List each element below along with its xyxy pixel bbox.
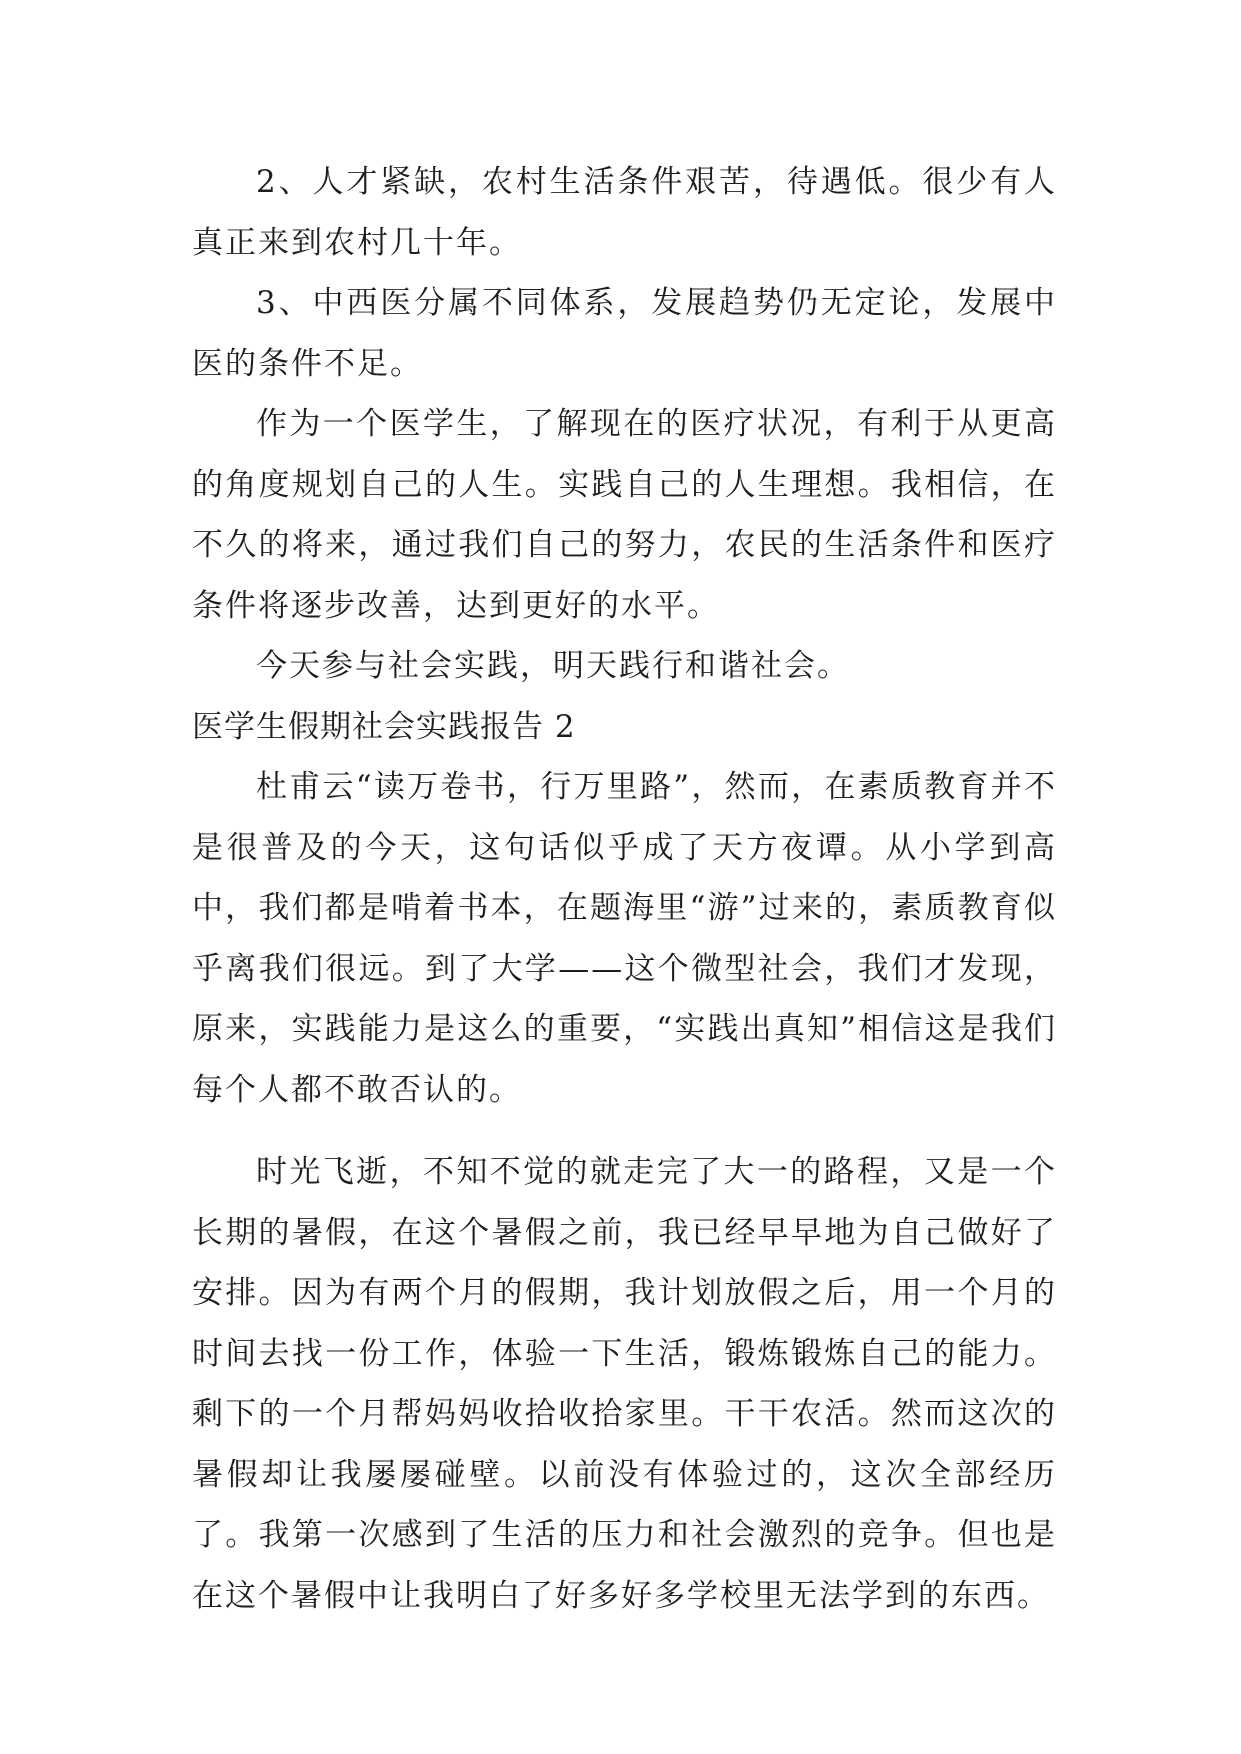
paragraph-du-fu: 杜甫云“读万卷书，行万里路”，然而，在素质教育并不是很普及的今天，这句话似乎成了天方夜谭。从小学到高中，我们都是啃着书本，在题海里“游”过来的，素质教育似乎离我们很远。到了大学——这个微型社会，我们才发现，原来，实践能力是这么的重要，“实践出真知”相信这是我们每个人都不敢否认的。 xyxy=(192,769,1057,1108)
paragraph-item-3: 3、中西医分属不同体系，发展趋势仍无定论，发展中医的条件不足。 xyxy=(192,285,1057,382)
document-body xyxy=(192,152,1057,1626)
paragraph-medical-student: 作为一个医学生，了解现在的医疗状况，有利于从更高的角度规划自己的人生。实践自己的人生理想。我相信，在不久的将来，通过我们自己的努力，农民的生活条件和医疗条件将逐步改善，达到更好的水平。 xyxy=(192,406,1057,624)
paragraph-summer-vacation: 时光飞逝，不知不觉的就走完了大一的路程，又是一个长期的暑假，在这个暑假之前，我已经早早地为自己做好了安排。因为有两个月的假期，我计划放假之后，用一个月的时间去找一份工作，体验一下生活，锻炼锻炼自己的能力。剩下的一个月帮妈妈收拾收拾家里。干干农活。然而这次的暑假却让我屡屡碰壁。以前没有体验过的，这次全部经历了。我第一次感到了生活的压力和社会激烈的竞争。但也是在这个暑假中让我明白了好多好多学校里无法学到的东西。 xyxy=(192,1154,1057,1614)
paragraph-spacer xyxy=(192,1120,1057,1142)
section-title: 医学生假期社会实践报告 2 xyxy=(192,708,576,745)
paragraph-item-2: 2、人才紧缺，农村生活条件艰苦，待遇低。很少有人真正来到农村几十年。 xyxy=(192,164,1057,261)
paragraph-today-practice: 今天参与社会实践，明天践行和谐社会。 xyxy=(256,648,850,684)
